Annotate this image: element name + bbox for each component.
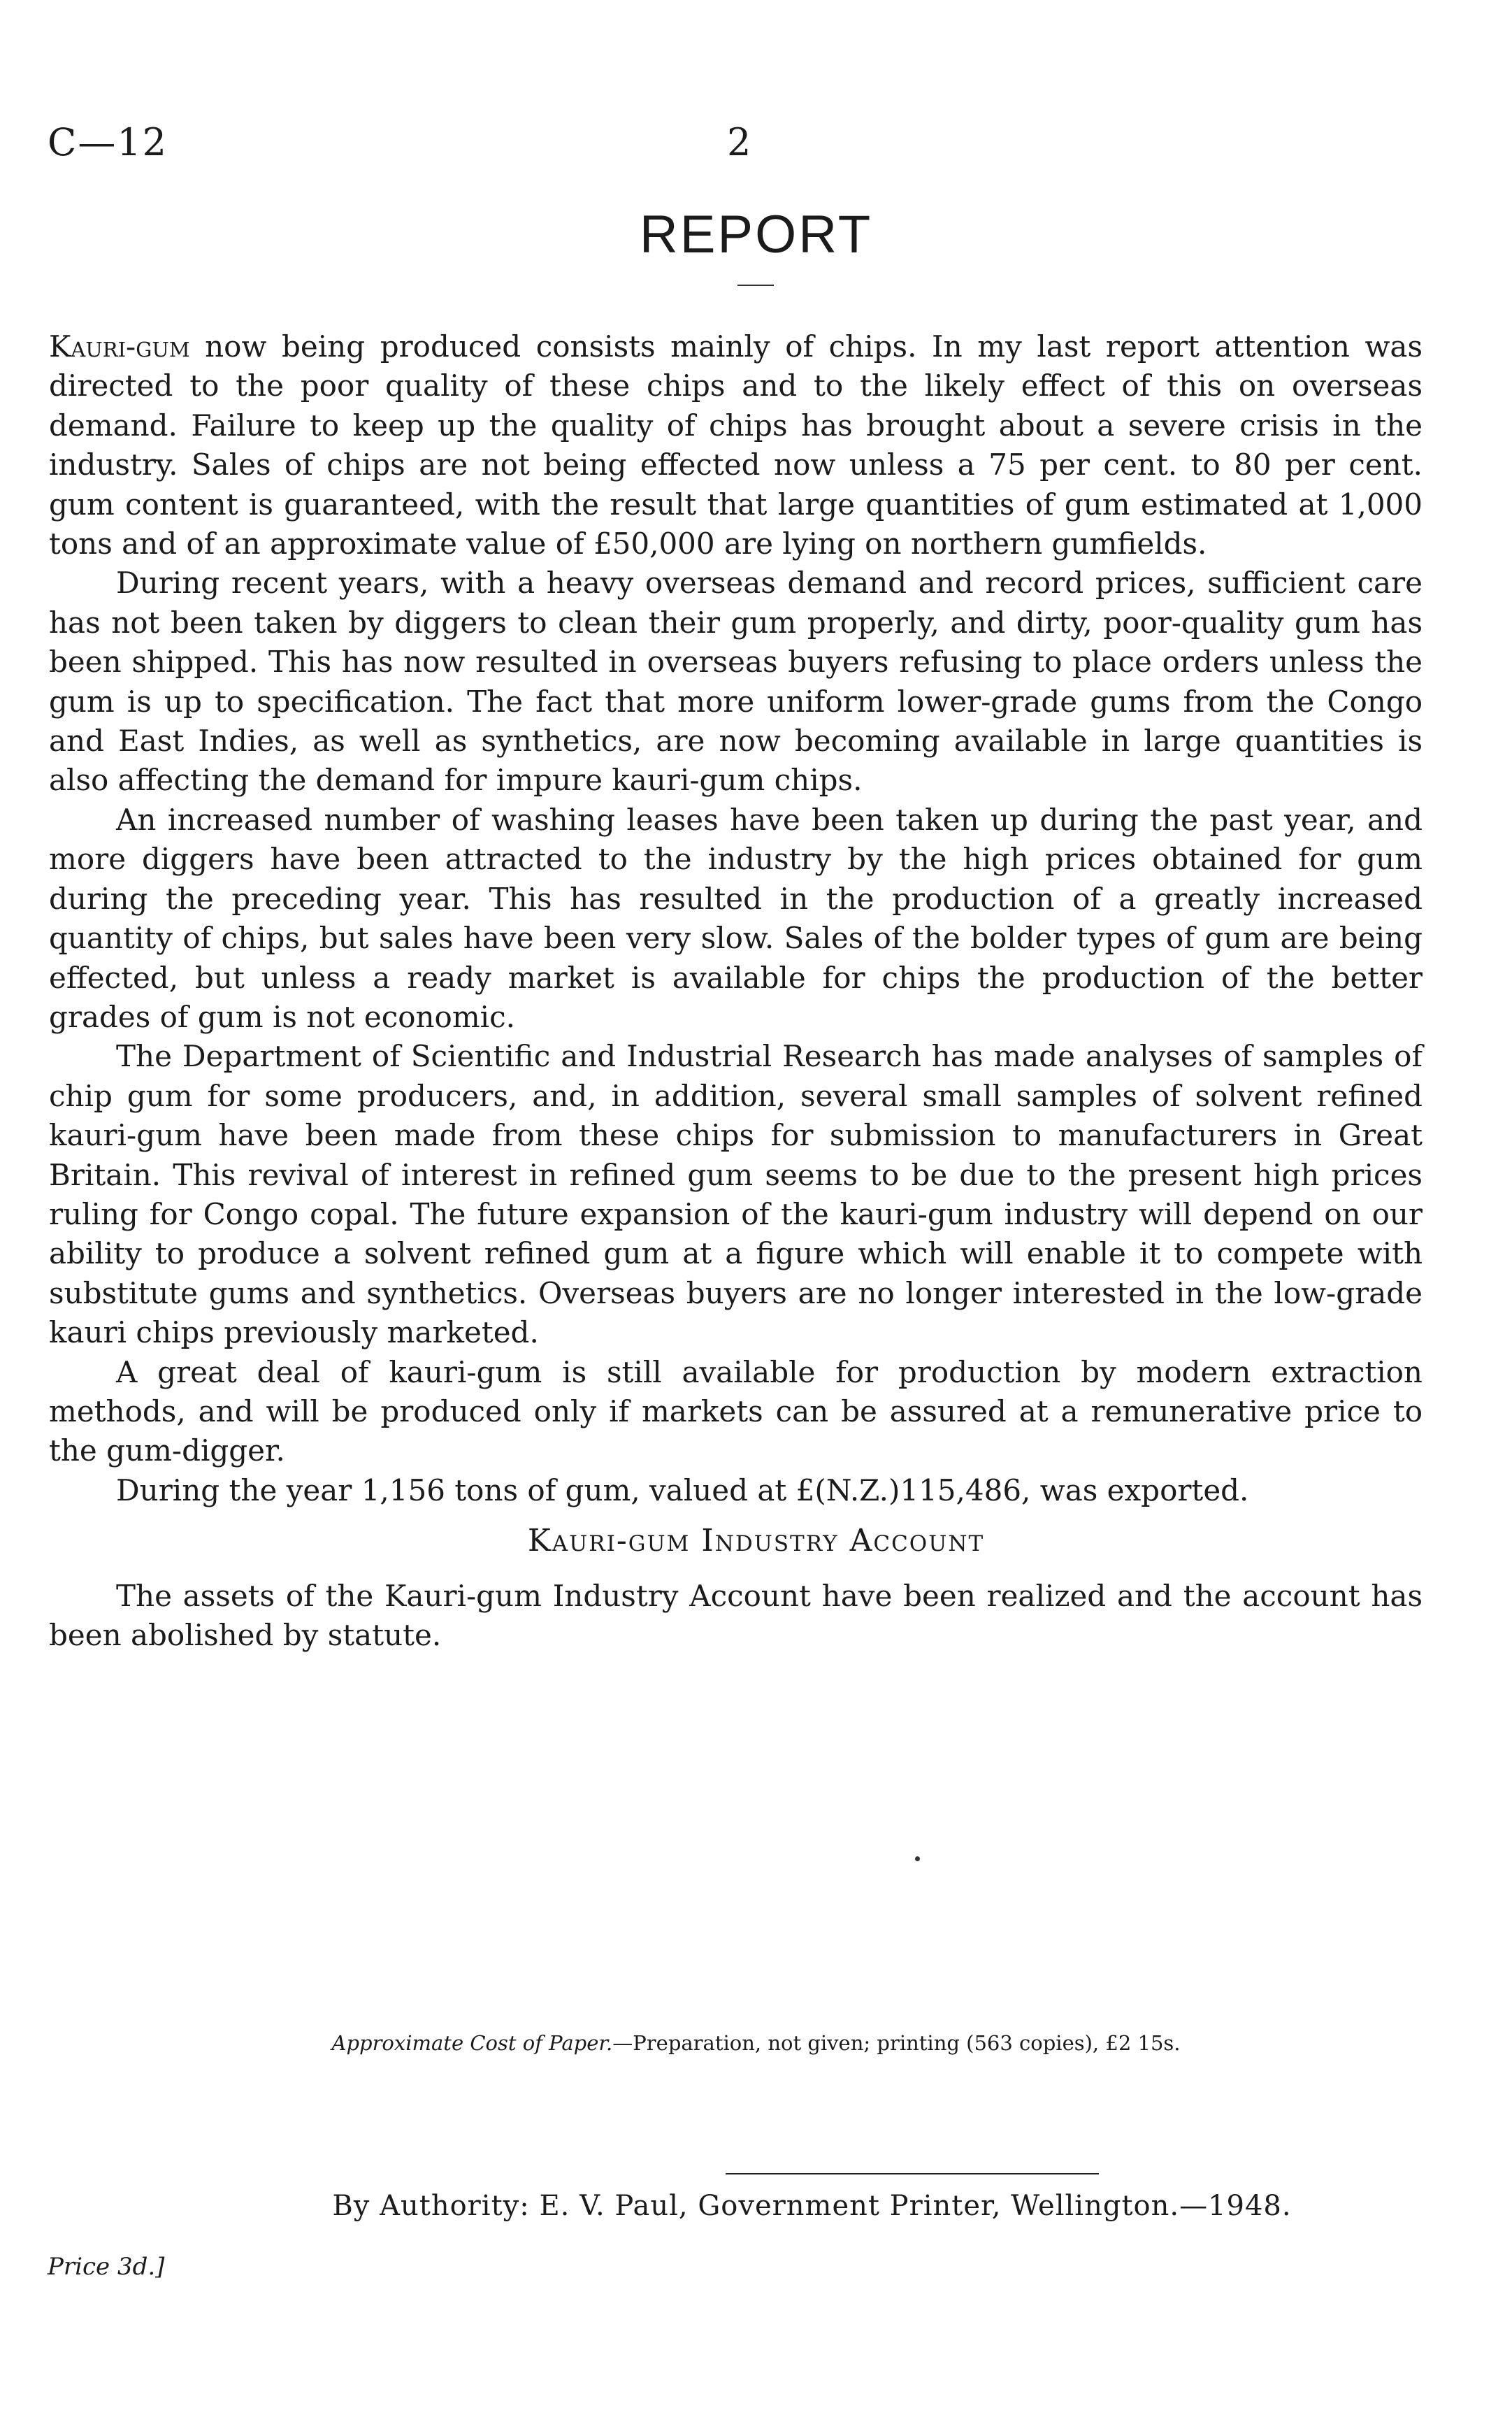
- paragraph-1-text: now being produced consists mainly of chips. In my last report attention was directed to the poor quality of these chips and to the likely effect of this on overseas demand. Failure to keep up the quality of chips has brought about a severe crisis in the industry. Sales of chips are not being effected now unless a 75 per cent. to 80 per cent. gum content is guaranteed, with the result that large quantities of gum estimated at 1,000 tons and of an approximate value of £50,000 are lying on northern gumfields.: [49, 329, 1423, 561]
- paragraph-3: An increased number of washing leases have been taken up during the past year, and more diggers have been attracted to the industry by the high prices obtained for gum during the preceding year. This has resulted in the production of a greatly increased quantity of chips, but sales have been very slow. Sales of the bolder types of gum are being effected, but unless a ready market is available for chips the production of the better grades of gum is not economic.: [49, 802, 1423, 1034]
- report-body: [49, 327, 1423, 1510]
- cost-note-text: —Preparation, not given; printing (563 copies), £2 15s.: [612, 2031, 1181, 2055]
- footer-rule: [726, 2173, 1099, 2174]
- paragraph-2: During recent years, with a heavy overseas demand and record prices, sufficient care has not been taken by diggers to clean their gum properly, and dirty, poor-quality gum has been shipped. This has now resulted in overseas buyers refusing to place orders unless the gum is up to specification. The fact that more uniform lower-grade gums from the Congo and East Indies, as well as synthetics, are now becoming available in large quantities is also affecting the demand for impure kauri-gum chips.: [49, 566, 1423, 798]
- paragraph-4: The Department of Scientific and Industrial Research has made analyses of samples of chip gum for some producers, and, in addition, several small samples of solvent refined kauri-gum have been made from these chips for submission to manufacturers in Great Britain. This revival of interest in refined gum seems to be due to the present high prices ruling for Congo copal. The future expansion of the kauri-gum industry will depend on our ability to produce a solvent refined gum at a figure which will enable it to compete with substitute gums and synthetics. Overseas buyers are no longer interested in the low-grade kauri chips previously marketed.: [49, 1039, 1423, 1350]
- title-rule: [737, 285, 774, 286]
- printer-authority: By Authority: E. V. Paul, Government Printer, Wellington.—1948.: [332, 2190, 1292, 2222]
- paragraph-1-lead: Kauri-gum: [49, 329, 190, 364]
- cost-note: [0, 2031, 1512, 2055]
- paragraph-5: A great deal of kauri-gum is still available for production by modern extraction methods, and will be produced only if markets can be assured at a remunerative price to the gum-digger.: [49, 1354, 1423, 1468]
- section-body: [49, 1577, 1423, 1656]
- paragraph-1: [49, 327, 1423, 564]
- paragraph-6: During the year 1,156 tons of gum, valued at £(N.Z.)115,486, was exported.: [116, 1472, 1249, 1507]
- report-title: REPORT: [639, 205, 873, 264]
- section-heading: Kauri-gum Industry Account: [527, 1523, 985, 1558]
- cost-note-lead: Approximate Cost of Paper.: [331, 2031, 613, 2055]
- section-paragraph: The assets of the Kauri-gum Industry Account have been realized and the account has been abolished by statute.: [49, 1579, 1423, 1653]
- price-note: Price 3d.]: [48, 2253, 165, 2281]
- page-code: C—12: [48, 120, 168, 164]
- page-number: 2: [727, 120, 751, 164]
- print-speck: [915, 1856, 920, 1861]
